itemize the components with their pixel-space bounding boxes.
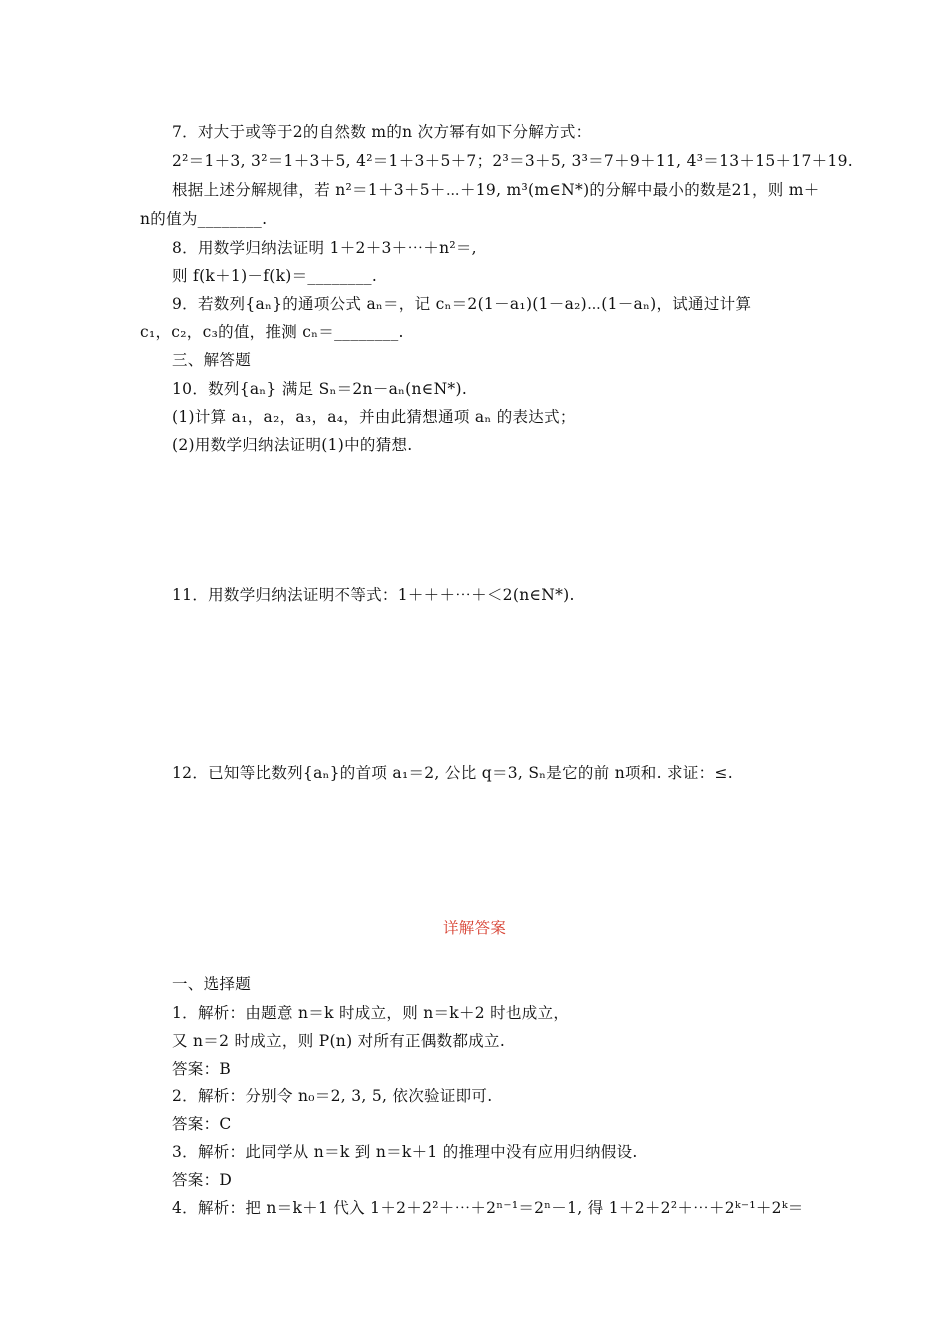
a2-answer: 答案：C <box>172 1115 232 1133</box>
p9-line2: c₁，c₂，c₃的值，推测 cₙ＝________. <box>140 323 404 341</box>
p12-line1: 12．已知等比数列{aₙ}的首项 a₁＝2, 公比 q＝3, Sₙ是它的前 n项和. 求证：≤. <box>172 764 733 782</box>
a1-line2: 又 n＝2 时成立，则 P(n) 对所有正偶数都成立. <box>172 1032 506 1050</box>
a2-line1: 2．解析：分别令 n₀＝2, 3, 5, 依次验证即可. <box>172 1087 493 1105</box>
a3-answer: 答案：D <box>172 1171 233 1189</box>
p9-line1: 9．若数列{aₙ}的通项公式 aₙ＝，记 cₙ＝2(1－a₁)(1－a₂)⋯(1－aₙ)，试通过计算 <box>172 295 752 313</box>
a3-line1: 3．解析：此同学从 n＝k 到 n＝k＋1 的推理中没有应用归纳假设. <box>172 1143 638 1161</box>
section-3-heading: 三、解答题 <box>172 351 252 369</box>
p7-line1: 7．对大于或等于2的自然数 m的n 次方幂有如下分解方式： <box>172 123 592 141</box>
p11-line1: 11．用数学归纳法证明不等式：1＋＋＋⋯＋＜2(n∈N*). <box>172 586 575 604</box>
p8-line1: 8．用数学归纳法证明 1＋2＋3＋⋯＋n²＝, <box>172 239 477 257</box>
a4-line1: 4．解析：把 n＝k＋1 代入 1＋2＋2²＋⋯＋2ⁿ⁻¹＝2ⁿ－1, 得 1＋2＋2²＋⋯＋2ᵏ⁻¹＋2ᵏ＝ <box>172 1199 804 1217</box>
p8-line2: 则 f(k＋1)－f(k)＝________. <box>172 267 378 285</box>
p10-line3: (2)用数学归纳法证明(1)中的猜想. <box>172 436 413 454</box>
a1-answer: 答案：B <box>172 1060 232 1078</box>
answers-section-1: 一、选择题 <box>172 975 252 993</box>
p7-line4: n的值为________. <box>140 210 268 228</box>
p10-line1: 10．数列{aₙ} 满足 Sₙ＝2n－aₙ(n∈N*). <box>172 380 468 398</box>
a1-line1: 1．解析：由题意 n＝k 时成立，则 n＝k＋2 时也成立， <box>172 1004 570 1022</box>
p10-line2: (1)计算 a₁，a₂，a₃，a₄，并由此猜想通项 aₙ 的表达式； <box>172 408 576 426</box>
p7-line3: 根据上述分解规律，若 n²＝1＋3＋5＋⋯＋19, m³(m∈N*)的分解中最小的数是21，则 m＋ <box>172 181 820 199</box>
answers-heading: 详解答案 <box>443 919 507 937</box>
p7-line2: 2²＝1＋3, 3²＝1＋3＋5, 4²＝1＋3＋5＋7；2³＝3＋5, 3³＝7＋9＋11, 4³＝13＋15＋17＋19. <box>172 152 854 170</box>
